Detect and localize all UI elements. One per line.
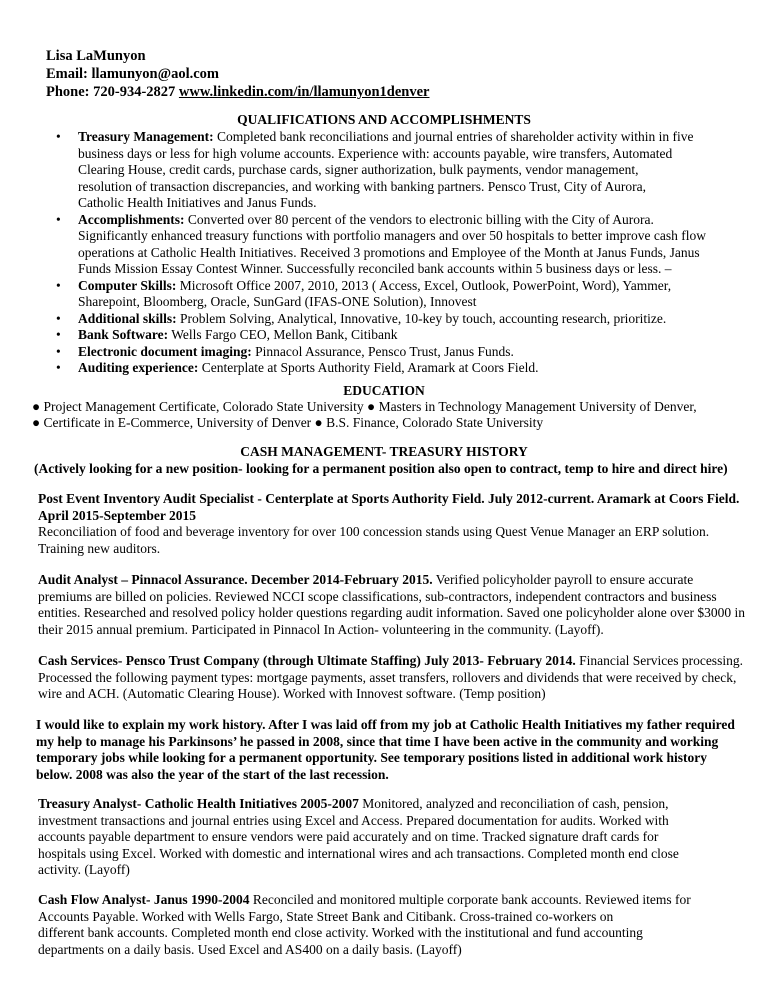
bullet-icon: • [56, 129, 61, 144]
bullet-icon: • [56, 277, 61, 293]
job-entry-pinnacol: Audit Analyst – Pinnacol Assurance. December 2014-February 2015. Verified policyholder payroll to ensure accurate premiums are billed on policies. Reviewed NCCI scope classifications, sub-contractors, independent contractors and business entities. Researched and resolved policy holder questions regarding audit information. Saved one policyholder alone over $3000 in their 2015 annual premium. Participated in Pinnacol In Action- volunteering in the community. (Layoff). [38, 572, 746, 637]
job-entry-centerplate: Post Event Inventory Audit Specialist - Centerplate at Sports Authority Field. July 2012-current. Aramark at Coors Field. April 2015-September 2015 Reconciliation of food and beverage inventory for over 100 concession stands using Quest Venue Manager an ERP solution. Training new auditors. [38, 491, 740, 556]
phone-number: Phone: 720-934-2827 [46, 84, 176, 100]
bullet-icon: • [56, 360, 61, 375]
education-heading: EDUCATION [343, 383, 425, 398]
work-history-explanation: I would like to explain my work history. After I was laid off from my job at Catholic Health Initiatives my father required my help to manage his Parkinsons’ he passed in 2008, since that time I have been active in the community and working temporary jobs while looking for a permanent opportunity. See temporary positions listed in additional work history below. 2008 was also the year of the start of the last recession. [36, 717, 735, 782]
job-title: Audit Analyst – Pinnacol Assurance. December 2014-February 2015. [38, 572, 433, 587]
education-line-1: ● Project Management Certificate, Colorado State University ● Masters in Technology Management University of Denver, [32, 399, 697, 414]
job-title: Cash Services- Pensco Trust Company (through Ultimate Staffing) July 2013- February 2014. [38, 653, 576, 668]
bullet-icon: • [56, 211, 61, 227]
qualification-item-document-imaging: • Electronic document imaging: Pinnacol Assurance, Pensco Trust, Janus Funds. [56, 343, 514, 359]
job-entry-catholic-health: Treasury Analyst- Catholic Health Initiatives 2005-2007 Monitored, analyzed and reconciliation of cash, pension, investment transactions and journal entries using Excel and Access. Prepared documentation for audits. Worked with accounts payable department to ensure vendors were paid accurately and on time. Tracked signature draft cards for hospitals using Excel. Worked with domestic and international wires and ach transactions. Completed month end close activity. (Layoff) [38, 796, 679, 877]
qualification-item-auditing: • Auditing experience: Centerplate at Sports Authority Field, Aramark at Coors Field. [56, 360, 539, 375]
qualification-item-treasury: • Treasury Management: Completed bank reconciliations and journal entries of shareholder activity within in five business days or less for high volume accounts. Experience with: accounts payable, wire transfers, Automated Clearing House, credit cards, purchase cards, signer authorization, bulk payments, vendor management, resolution of transaction discrepancies, and working with banking partners. Pensco Trust, City of Aurora, Catholic Health Initiatives and Janus Funds. [56, 129, 694, 210]
bullet-icon: • [56, 327, 61, 342]
email-line: Email: llamunyon@aol.com [46, 66, 219, 82]
bullet-icon: • [56, 343, 61, 359]
job-title: Treasury Analyst- Catholic Health Initiatives 2005-2007 [38, 796, 359, 811]
job-entry-pensco: Cash Services- Pensco Trust Company (through Ultimate Staffing) July 2013- February 2014. Financial Services processing. Processed the following payment types: mortgage payments, asset transfers, rollovers and dividends that were received by check, wire and ACH. (Automatic Clearing House). Worked with Innovest software. (Temp position) [38, 653, 743, 701]
education-line-2: ● Certificate in E-Commerce, University of Denver ● B.S. Finance, Colorado State University [32, 415, 544, 430]
qualification-item-bank-software: • Bank Software: Wells Fargo CEO, Mellon Bank, Citibank [56, 327, 398, 342]
history-heading: CASH MANAGEMENT- TREASURY HISTORY [240, 444, 528, 459]
qualifications-heading: QUALIFICATIONS AND ACCOMPLISHMENTS [237, 112, 531, 127]
applicant-name: Lisa LaMunyon [46, 48, 146, 64]
qualification-item-additional-skills: • Additional skills: Problem Solving, Analytical, Innovative, 10-key by touch, accounting research, prioritize. [56, 310, 667, 326]
job-title: Cash Flow Analyst- Janus 1990-2004 [38, 892, 250, 907]
history-subheading: (Actively looking for a new position- looking for a permanent position also open to contract, temp to hire and direct hire) [34, 461, 728, 476]
qualification-item-computer-skills: • Computer Skills: Microsoft Office 2007, 2010, 2013 ( Access, Excel, Outlook, PowerPoint, Word), Yammer, Sharepoint, Bloomberg, Oracle, SunGard (IFAS-ONE Solution), Innovest [56, 277, 672, 309]
phone-line [46, 83, 430, 101]
job-dates: April 2015-September 2015 [38, 507, 196, 523]
job-title: Post Event Inventory Audit Specialist - Centerplate at Sports Authority Field. July 2012-current. Aramark at Coors Field. [38, 491, 740, 506]
qualification-item-accomplishments: • Accomplishments: Converted over 80 percent of the vendors to electronic billing with the City of Aurora. Significantly enhanced treasury functions with portfolio managers and over 50 hospitals to better improve cash flow operations at Catholic Health Initiatives. Received 3 promotions and Employee of the Month at Janus Funds, Janus Funds Mission Essay Contest Winner. Successfully reconciled bank accounts within 5 business days or less. – [56, 211, 706, 276]
linkedin-link[interactable]: www.linkedin.com/in/llamunyon1denver [178, 84, 430, 100]
bullet-icon: • [56, 310, 61, 326]
job-entry-janus: Cash Flow Analyst- Janus 1990-2004 Reconciled and monitored multiple corporate bank accounts. Reviewed items for Accounts Payable. Worked with Wells Fargo, State Street Bank and Citibank. Cross-trained co-workers on different bank accounts. Completed month end close activity. Worked with the institutional and fund accounting departments on a daily basis. Used Excel and AS400 on a daily basis. (Layoff) [38, 892, 691, 957]
qualifications-list [55, 129, 755, 377]
